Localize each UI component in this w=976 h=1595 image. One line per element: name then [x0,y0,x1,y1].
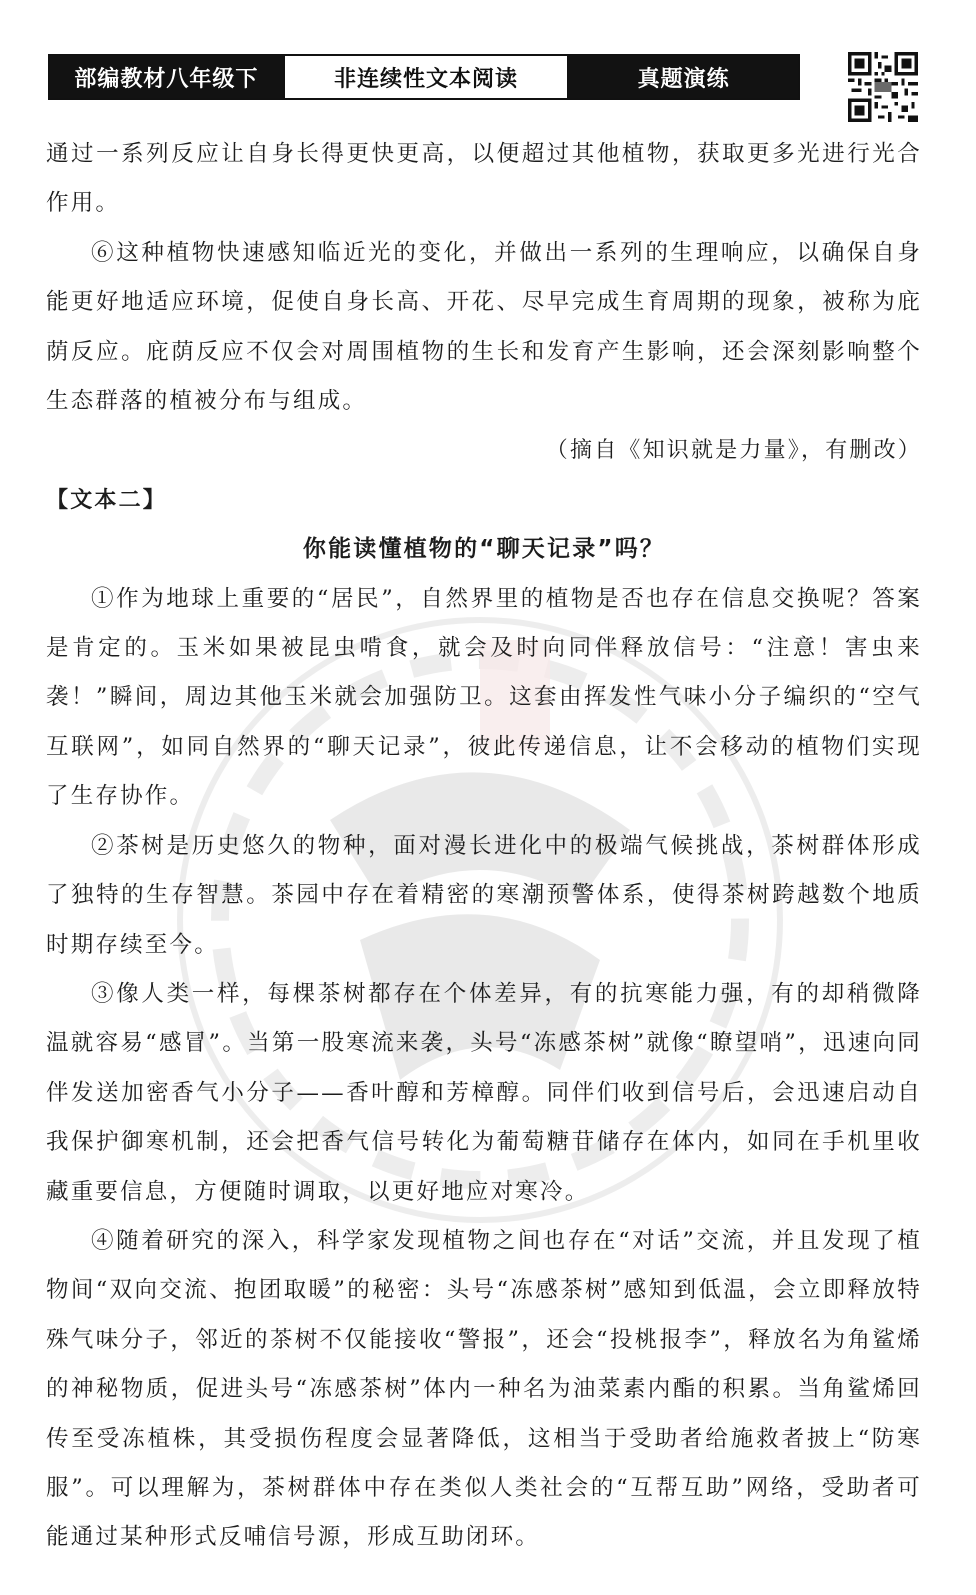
paragraph-1: ①作为地球上重要的“居民”，自然界里的植物是否也存在信息交换呢？答案是肯定的。玉米如果被昆虫啃食，就会及时向同伴释放信号：“注意！害虫来袭！”瞬间，周边其他玉米就会加强防卫。这套由挥发性气味小分子编织的“空气互联网”，如同自然界的“聊天记录”，彼此传递信息，让不会移动的植物们实现了生存协作。 [46,585,922,810]
paragraph-6: ⑥这种植物快速感知临近光的变化，并做出一系列的生理响应，以确保自身能更好地适应环境，促使自身长高、开花、尽早完成生育周期的现象，被称为庇荫反应。庇荫反应不仅会对周围植物的生长和发育产生影响，还会深刻影响整个生态群落的植被分布与组成。 [46,239,922,415]
article-title: 你能读懂植物的“聊天记录”吗？ [302,536,666,563]
section-label-text2: 【文本二】 [46,487,168,513]
qr-code-icon[interactable] [848,52,918,122]
document-body [46,130,922,1563]
paragraph-continuation: 通过一系列反应让自身长得更快更高，以便超过其他植物，获取更多光进行光合作用。 [46,141,922,217]
header-bar [48,54,800,100]
header-topic: 非连续性文本阅读 [283,56,569,98]
header-grade: 部编教材八年级下 [50,56,283,98]
paragraph-3: ③像人类一样，每棵茶树都存在个体差异，有的抗寒能力强，有的却稍微降温就容易“感冒”。当第一股寒流来袭，头号“冻感茶树”就像“瞭望哨”，迅速向同伴发送加密香气小分子——香叶醇和芳樟醇。同伴们收到信号后，会迅速启动自我保护御寒机制，还会把香气信号转化为葡萄糖苷储存在体内，如同在手机里收藏重要信息，方便随时调取，以更好地应对寒冷。 [46,980,922,1205]
paragraph-4: ④随着研究的深入，科学家发现植物之间也存在“对话”交流，并且发现了植物间“双向交流、抱团取暖”的秘密：头号“冻感茶树”感知到低温，会立即释放特殊气味分子，邻近的茶树不仅能接收“警报”，还会“投桃报李”，释放名为角鲨烯的神秘物质，促进头号“冻感茶树”体内一种名为油菜素内酯的积累。当角鲨烯回传至受冻植株，其受损伤程度会显著降低，这相当于受助者给施救者披上“防寒服”。可以理解为，茶树群体中存在类似人类社会的“互帮互助”网络，受助者可能通过某种形式反哺信号源，形成互助闭环。 [46,1227,922,1551]
header-exercise: 真题演练 [569,56,798,98]
source-citation: （摘自《知识就是力量》，有删改） [545,438,922,464]
paragraph-2: ②茶树是历史悠久的物种，面对漫长进化中的极端气候挑战，茶树群体形成了独特的生存智慧。茶园中存在着精密的寒潮预警体系，使得茶树跨越数个地质时期存续至今。 [46,832,922,958]
